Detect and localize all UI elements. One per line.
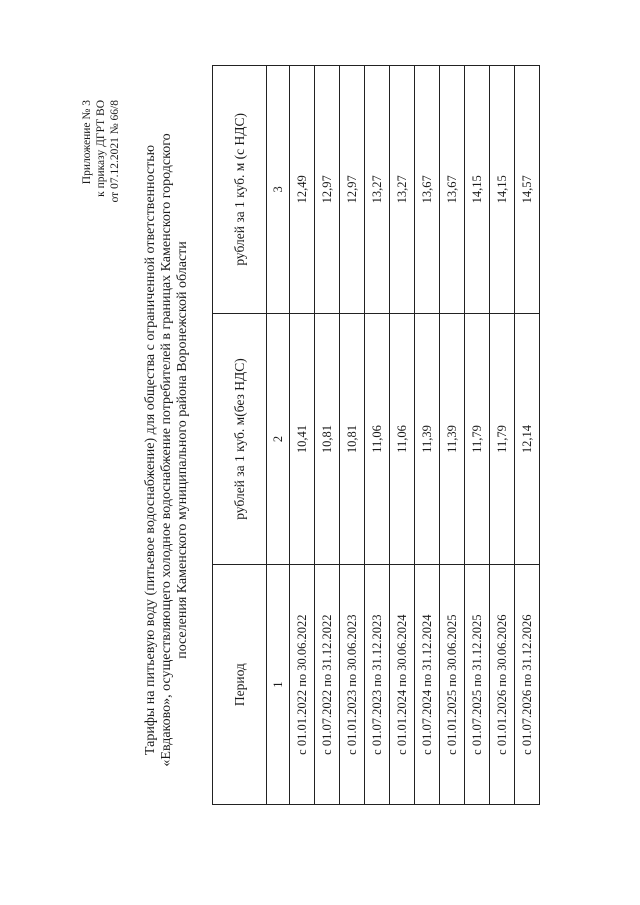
price-with-vat-cell: 13,27 — [390, 66, 415, 314]
price-with-vat-cell: 12,49 — [290, 66, 315, 314]
price-without-vat-cell: 10,41 — [290, 313, 315, 565]
title-line-3: поселения Каменского муниципального района Воронежской области — [175, 241, 190, 659]
tariff-table-body — [213, 66, 540, 805]
table-row — [465, 66, 490, 805]
table-row — [440, 66, 465, 805]
table-row — [515, 66, 540, 805]
period-cell: с 01.07.2025 по 31.12.2025 — [465, 565, 490, 805]
price-with-vat-cell: 13,67 — [440, 66, 465, 314]
document-title — [143, 105, 191, 795]
price-without-vat-cell: 11,79 — [490, 313, 515, 565]
period-cell: с 01.07.2024 по 31.12.2024 — [415, 565, 440, 805]
table-row — [365, 66, 390, 805]
header-period: Период — [213, 565, 267, 805]
price-with-vat-cell: 13,67 — [415, 66, 440, 314]
period-cell: с 01.01.2022 по 30.06.2022 — [290, 565, 315, 805]
table-row — [490, 66, 515, 805]
period-cell: с 01.01.2026 по 30.06.2026 — [490, 565, 515, 805]
table-row — [315, 66, 340, 805]
price-with-vat-cell: 12,97 — [340, 66, 365, 314]
price-without-vat-cell: 12,14 — [515, 313, 540, 565]
price-without-vat-cell: 11,06 — [365, 313, 390, 565]
header-price-without-vat: рублей за 1 куб. м(без НДС) — [213, 313, 267, 565]
period-cell: с 01.01.2024 по 30.06.2024 — [390, 565, 415, 805]
price-without-vat-cell: 11,79 — [465, 313, 490, 565]
price-without-vat-cell: 11,39 — [415, 313, 440, 565]
price-without-vat-cell: 10,81 — [340, 313, 365, 565]
appendix-reference — [80, 100, 122, 300]
column-number-3: 3 — [267, 66, 290, 314]
price-without-vat-cell: 11,39 — [440, 313, 465, 565]
table-row — [340, 66, 365, 805]
price-with-vat-cell: 14,57 — [515, 66, 540, 314]
price-without-vat-cell: 11,06 — [390, 313, 415, 565]
column-number-2: 2 — [267, 313, 290, 565]
column-number-row — [267, 66, 290, 805]
price-with-vat-cell: 12,97 — [315, 66, 340, 314]
table-row — [390, 66, 415, 805]
appendix-number: Приложение № 3 — [81, 100, 93, 185]
tariff-table — [212, 65, 540, 805]
period-cell: с 01.07.2023 по 31.12.2023 — [365, 565, 390, 805]
appendix-order-date: от 07.12.2021 № 66/8 — [109, 100, 121, 203]
appendix-order-ref: к приказу ДГРТ ВО — [95, 100, 107, 197]
price-without-vat-cell: 10,81 — [315, 313, 340, 565]
header-price-with-vat: рублей за 1 куб. м (с НДС) — [213, 66, 267, 314]
column-number-1: 1 — [267, 565, 290, 805]
table-row — [290, 66, 315, 805]
table-header-row — [213, 66, 267, 805]
period-cell: с 01.07.2026 по 31.12.2026 — [515, 565, 540, 805]
title-line-1: Тарифы на питьевую воду (питьевое водоснабжение) для общества с ограниченной ответственностью — [143, 144, 158, 756]
price-with-vat-cell: 14,15 — [465, 66, 490, 314]
price-with-vat-cell: 14,15 — [490, 66, 515, 314]
period-cell: с 01.01.2025 по 30.06.2025 — [440, 565, 465, 805]
period-cell: с 01.01.2023 по 30.06.2023 — [340, 565, 365, 805]
table-row — [415, 66, 440, 805]
price-with-vat-cell: 13,27 — [365, 66, 390, 314]
title-line-2: «Евдаково», осуществляющего холодное водоснабжение потребителей в границах Каменского городского — [159, 133, 174, 767]
period-cell: с 01.07.2022 по 31.12.2022 — [315, 565, 340, 805]
